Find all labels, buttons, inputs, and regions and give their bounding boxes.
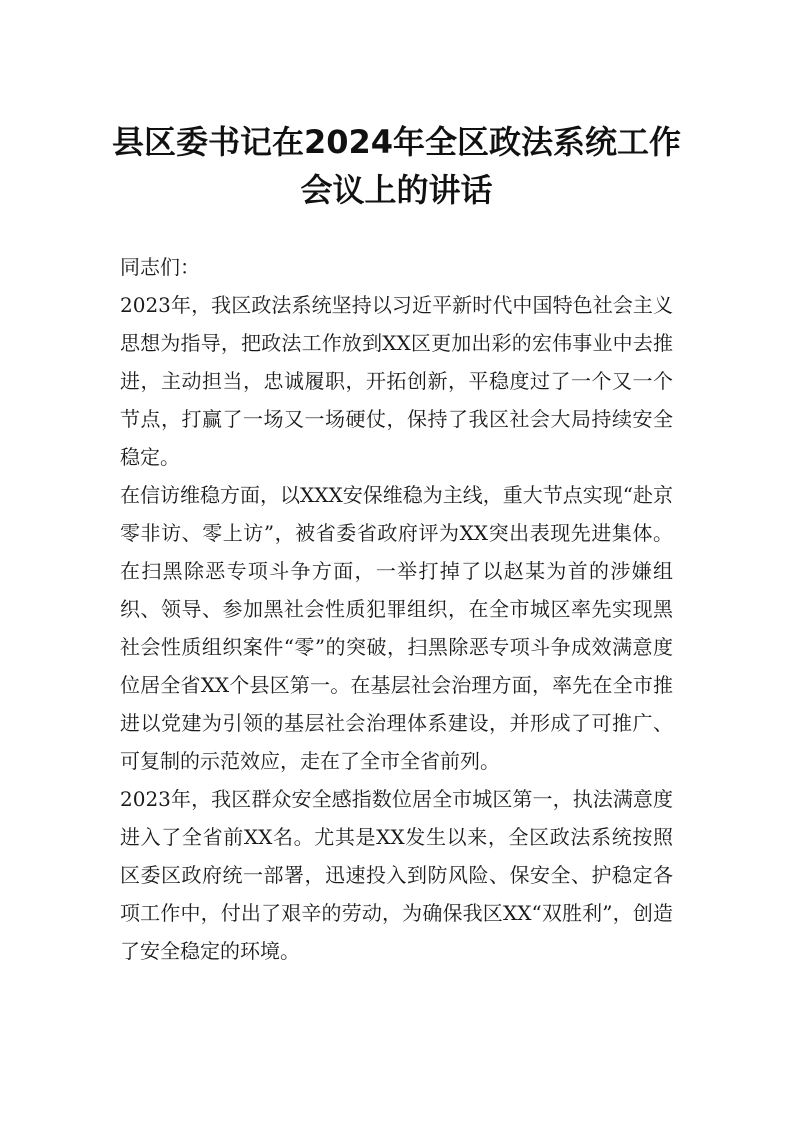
salutation: 同志们： (120, 255, 200, 279)
paragraph-1: 2023年，我区政法系统坚持以习近平新时代中国特色社会主义思想为指导，把政法工作放到XX区更加出彩的宏伟事业中去推进，主动担当，忠诚履职，开拓创新，平稳度过了一个又一个节点，打赢了一场又一场硬仗，保持了我区社会大局持续安全稳定。 (120, 293, 673, 469)
document-title: 县区委书记在2024年全区政法系统工作会议上的讲话 (111, 123, 682, 209)
document-body (120, 248, 673, 970)
paragraph-2: 在信访维稳方面，以XXX安保维稳为主线，重大节点实现“赴京零非访、零上访”，被省委省政府评为XX突出表现先进集体。在扫黑除恶专项斗争方面，一举打掉了以赵某为首的涉嫌组织、领导、参加黑社会性质犯罪组织，在全市城区率先实现黑社会性质组织案件“零”的突破，扫黑除恶专项斗争成效满意度位居全省XX个县区第一。在基层社会治理方面，率先在全市推进以党建为引领的基层社会治理体系建设，并形成了可推广、可复制的示范效应，走在了全市全省前列。 (120, 483, 673, 773)
paragraph-3: 2023年，我区群众安全感指数位居全市城区第一，执法满意度进入了全省前XX名。尤其是XX发生以来，全区政法系统按照区委区政府统一部署，迅速投入到防风险、保安全、护稳定各项工作中，付出了艰辛的劳动，为确保我区XX“双胜利”，创造了安全稳定的环境。 (120, 787, 673, 963)
